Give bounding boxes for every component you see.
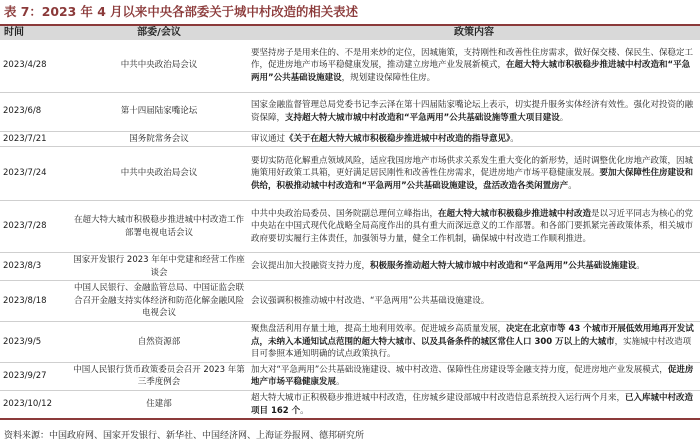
cell-date: 2023/7/24 [0,147,70,201]
cell-date: 2023/9/27 [0,362,70,390]
table-row [0,201,700,253]
cell-content [248,322,700,363]
cell-content [248,253,700,281]
cell-date: 2023/8/3 [0,253,70,281]
cell-date: 2023/6/8 [0,92,70,131]
cell-content [248,131,700,147]
column-header-dept: 部委/会议 [70,26,248,40]
cell-dept: 国务院常务会议 [70,131,248,147]
content-text: 是以习近平同志为核心的党中央站在中国式现代化战略全局高度作出的具有重大而深远意义的工作部署。和各部门要抓紧完善政策体系，相关城市政府要切实履行主体责任，加强领导力量，健全工作机制，确保城中村改造工作顺利推进。 [251,208,694,244]
cell-dept: 在超大特大城市积极稳步推进城中村改造工作部署电视电话会议 [70,201,248,253]
cell-content [248,281,700,322]
content-text: ，规划建设保障性住房。 [341,73,436,84]
content-text: 聚焦盘活利用存量土地，提高土地利用效率。促进城乡高质量发展， [251,324,507,335]
cell-dept: 国家开发银行 2023 年年中党建和经营工作座谈会 [70,253,248,281]
content-emphasis: 决定在北京市等 43 个城市开展低效用地再开发试点，未纳入本通知试点范围的超大特大城市、以及具备条件的城区常住人口 300 万以上的大城市 [251,324,694,347]
cell-content [248,40,700,92]
content-emphasis: 积极服务推动超大特大城市城中村改造和“平急两用”公共基础设施建设 [370,261,637,272]
cell-content [248,391,700,420]
content-text: 超大特大城市正积极稳步推进城中村改造，住房城乡建设部城中村改造信息系统投入运行两个月来， [251,393,626,404]
content-text: 。 [300,405,309,416]
table-row [0,362,700,390]
table-row [0,391,700,420]
content-text: 会议强调积极推动城中村改造、“平急两用”公共基础设施建设。 [251,295,490,306]
cell-date: 2023/8/18 [0,281,70,322]
cell-dept: 自然资源部 [70,322,248,363]
policy-table [0,26,700,420]
cell-date: 2023/7/21 [0,131,70,147]
content-emphasis: 已入库城中村改造项目 162 个 [251,393,694,416]
table-row [0,147,700,201]
column-header-content: 政策内容 [248,26,700,40]
table-body [0,40,700,419]
column-header-time: 时间 [0,26,70,40]
content-emphasis: 促进房地产市场平稳健康发展 [251,364,694,388]
cell-date: 2023/4/28 [0,40,70,92]
cell-dept: 中共中央政治局会议 [70,147,248,201]
content-text: 会议提出加大投融资支持力度， [251,261,371,272]
table-header-row [0,26,700,40]
content-text: 。 [568,180,577,191]
table-row [0,253,700,281]
cell-dept: 中共中央政治局会议 [70,40,248,92]
content-emphasis: 支持超大特大城市城中村改造和“平急两用”公共基础设施等重大项目建设 [285,112,560,123]
content-emphasis: 在超大特大城市积极稳步推进城中村改造和“平急两用”公共基础设施建设 [251,60,691,84]
cell-content [248,201,700,253]
content-text: 加大对“平急两用”公共基础设施建设、城中村改造、保障性住房建设等金融支持力度，促进房地产业发展模式， [251,364,668,375]
cell-date: 2023/9/5 [0,322,70,363]
table-row [0,92,700,131]
cell-dept: 第十四届陆家嘴论坛 [70,92,248,131]
cell-dept: 住建部 [70,391,248,420]
cell-dept: 中国人民银行货币政策委员会召开 2023 年第三季度例会 [70,362,248,390]
cell-content [248,362,700,390]
table-row [0,322,700,363]
cell-content [248,147,700,201]
cell-date: 2023/10/12 [0,391,70,420]
content-text: 。 [510,133,519,144]
content-text: 要切实防范化解重点领域风险，适应我国房地产市场供求关系发生重大变化的新形势，适时调整优化房地产政策，因城施策用好政策工具箱，更好满足居民刚性和改善性住房需求，促进房地产市场平稳健康发展。 [251,155,694,179]
table-title: 表 7：2023 年 4 月以来中央各部委关于城中村改造的相关表述 [4,4,358,19]
table-row [0,131,700,147]
content-text: 要坚持房子是用来住的、不是用来炒的定位，因城施策，支持刚性和改善性住房需求，做好保交楼、保民生、保稳定工作，促进房地产市场平稳健康发展，推动建立房地产业发展新模式， [251,47,694,71]
content-emphasis: 《关于在超大特大城市积极稳步推进城中村改造的指导意见》 [285,133,511,144]
table-row [0,281,700,322]
cell-content [248,92,700,131]
content-text: 中共中央政治局委员、国务院副总理何立峰指出， [251,208,439,219]
content-text: 。 [336,377,345,388]
content-text: 审议通过 [251,133,286,144]
table-row [0,40,700,92]
source-note: 资料来源：中国政府网、国家开发银行、新华社、中国经济网、上海证券报网、德邦研究所 [4,431,365,441]
content-text: ，实施城中村改造项目可参照本通知明确的试点政策执行。 [251,336,692,360]
content-text: 。 [559,112,569,123]
content-text: 国家金融监督管理总局党委书记李云泽在第十四届陆家嘴论坛上表示，切实提升服务实体经济有效性。强化对投资的融资保障， [251,99,694,123]
cell-dept: 中国人民银行、金融监管总局、中国证监会联合召开金融支持实体经济和防范化解金融风险电视会议 [70,281,248,322]
content-emphasis: 要加大保障性住房建设和供给，积极推动城中村改造和“平急两用”公共基础设施建设，盘活改造各类闲置房产 [251,168,694,191]
content-text: 。 [636,261,645,272]
content-emphasis: 在超大特大城市积极稳步推进城中村改造 [438,208,592,219]
cell-date: 2023/7/28 [0,201,70,253]
